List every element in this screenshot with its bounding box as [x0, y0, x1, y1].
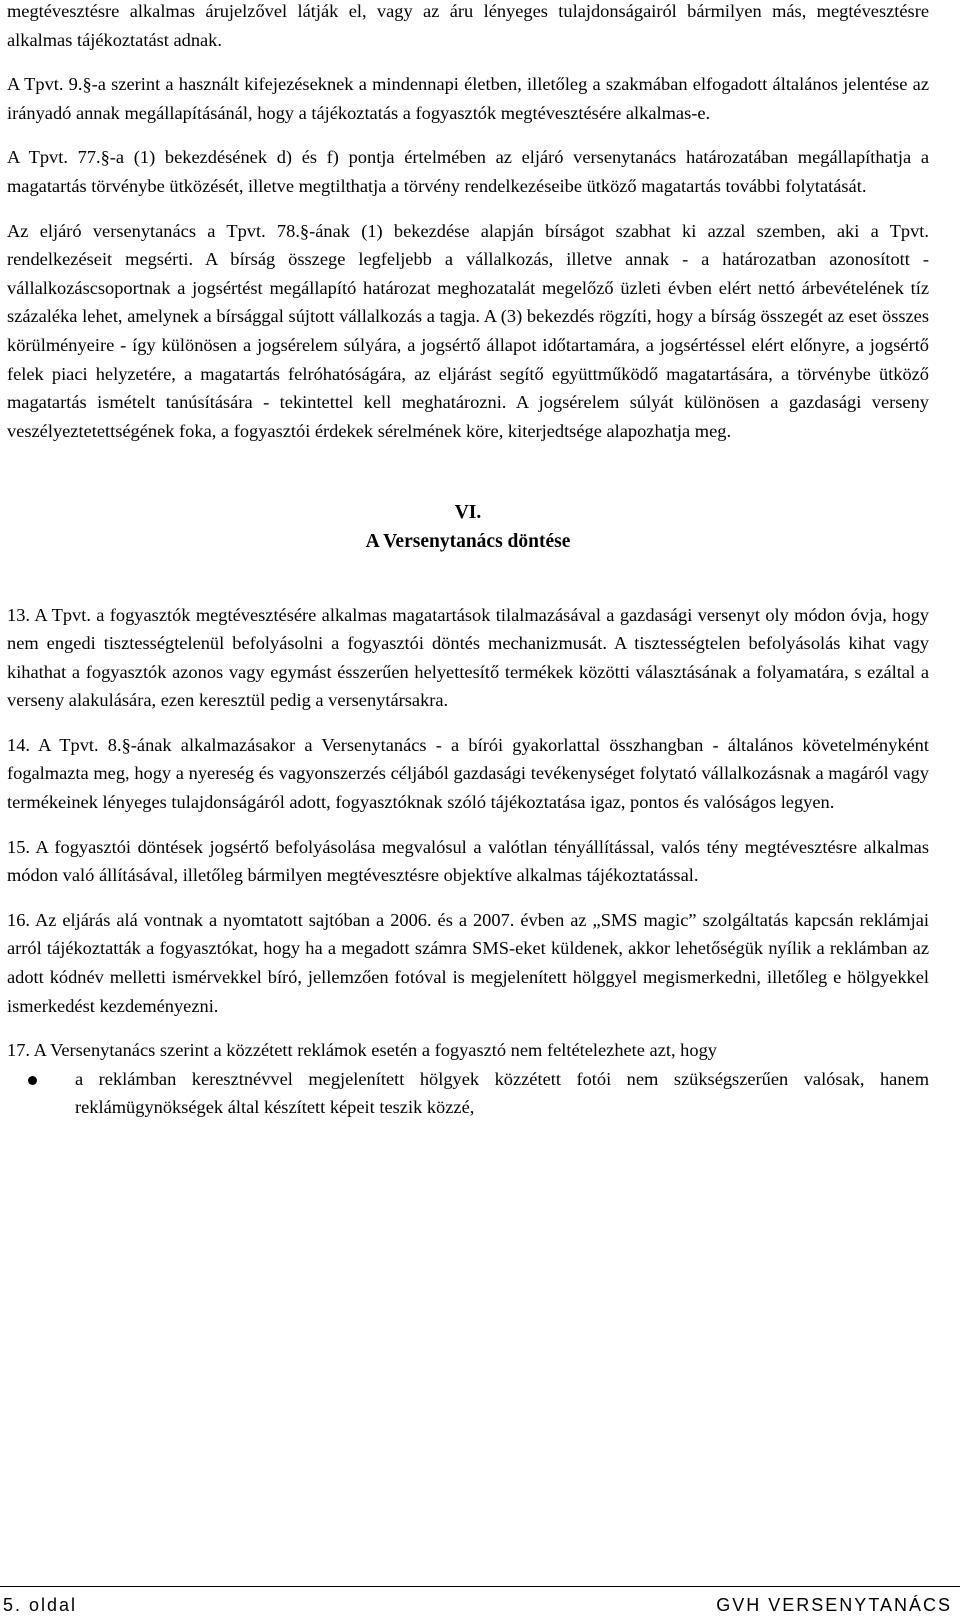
footer-divider: [0, 1586, 960, 1587]
paragraph-15: 15. A fogyasztói döntések jogsértő befolyásolása megvalósul a valótlan tényállítással, valós tény megtévesztésre alkalmas módon való állításával, illetőleg bármilyen megtévesztésre objektíve alkalmas tájékoztatással.: [7, 836, 929, 886]
paragraph-tpvt-78: Az eljáró versenytanács a Tpvt. 78.§-ának (1) bekezdése alapján bírságot szabhat ki azzal szemben, aki a Tpvt. rendelkezéseit megsérti. A bírság összege legfeljebb a vállalkozás, illetve annak - a határozatban azonosított - vállalkozáscsoportnak a jogsértést megállapító határozat meghozatalát megelőző üzleti évben elért nettó árbevételének tíz százaléka lehet, amelynek a bírsággal sújtott vállalkozás a tagja. A (3) bekezdés rögzíti, hogy a bírság összegét az eset összes körülményeire - így különösen a jogsérelem súlyára, a jogsértő állapot időtartamára, a jogsértéssel elért előnyre, a jogsértő felek piaci helyzetére, a magatartás felróhatóságára, az eljárást segítő együttműködő magatartására, a törvénybe ütköző magatartás ismételt tanúsítására - tekintettel kell meghatározni. A jogsérelem súlyát különösen a gazdasági verseny veszélyeztetettségének foka, a fogyasztói érdekek sérelmének köre, kiterjedtsége alapozhatja meg.: [7, 220, 929, 441]
spacer: [7, 817, 929, 833]
bullet-icon: [28, 1076, 37, 1085]
spacer: [7, 1020, 929, 1036]
list-item-text: a reklámban keresztnévvel megjelenített hölgyek közzétett fotói nem szükségszerűen valósak, hanem reklámügynökségek által készített képeit teszik közzé,: [75, 1068, 929, 1118]
spacer: [7, 715, 929, 731]
paragraph-tpvt-9: A Tpvt. 9.§-a szerint a használt kifejezéseknek a mindennapi életben, illetőleg a szakmában elfogadott általános jelentése az irányadó annak megállapításánál, hogy a tájékoztatás a fogyasztók megtévesztésére alkalmas-e.: [7, 74, 929, 123]
section-number: VI.: [454, 502, 482, 524]
paragraph-intro: megtévesztésre alkalmas árujelzővel látják el, vagy az áru lényeges tulajdonságairól bármilyen más, megtévesztésre alkalmas tájékoztatást adnak.: [7, 1, 929, 50]
paragraph-13: 13. A Tpvt. a fogyasztók megtévesztésére alkalmas magatartások tilalmazásával a gazdasági versenyt oly módon óvja, hogy nem engedi tisztességtelenül befolyásolni a fogyasztói döntés mechanizmusát. A tisztességtelen befolyásolás kihat vagy kihathat a fogyasztók azonos vagy egymást ésszerűen helyettesítő termékek közötti választásának a folyamatára, s ezáltal a verseny alakulására, ezen keresztül pedig a versenytársakra.: [7, 604, 929, 711]
spacer: [7, 201, 929, 217]
footer-organization: GVH VERSENYTANÁCS: [716, 1595, 952, 1615]
page-number: 5. oldal: [3, 1595, 78, 1615]
list-item: [7, 1065, 929, 1122]
paragraph-17: 17. A Versenytanács szerint a közzétett reklámok esetén a fogyasztó nem feltételezhete azt, hogy: [7, 1040, 717, 1061]
section-title: A Versenytanács döntése: [365, 530, 571, 552]
spacer: [7, 127, 929, 143]
bullet-list: [7, 1065, 929, 1122]
spacer: [7, 890, 929, 906]
paragraph-tpvt-77: A Tpvt. 77.§-a (1) bekezdésének d) és f) pontja értelmében az eljáró versenytanács határozatában megállapíthatja a magatartás törvénybe ütközését, illetve megtilthatja a törvény rendelkezéseibe ütköző magatartás további folytatását.: [7, 147, 929, 196]
document-page: [7, 0, 929, 1122]
spacer: [7, 54, 929, 70]
paragraph-16: 16. Az eljárás alá vontnak a nyomtatott sajtóban a 2006. és a 2007. évben az „SMS magic” szolgáltatás kapcsán reklámjai arról tájékoztatták a fogyasztókat, hogy ha a megadott számra SMS-eket küldenek, akkor lehetőségük nyílik a reklámban az adott kódnév melletti ismérvekkel bíró, jellemzően fotóval is megjelenített hölggyel megismerkedni, illetőleg e hölgyekkel ismerkedést kezdeményezni.: [7, 909, 929, 1016]
spacer: [7, 557, 929, 601]
paragraph-14: 14. A Tpvt. 8.§-ának alkalmazásakor a Versenytanács - a bírói gyakorlattal összhangban - általános követelményként fogalmazta meg, hogy a nyereség és vagyonszerzés céljából gazdasági tevékenységet folytató vállalkozásnak a magáról vagy termékeinek lényeges tulajdonságáról adott, fogyasztóknak szóló tájékoztatása igaz, pontos és valóságos legyen.: [7, 734, 929, 813]
section-heading: [7, 499, 929, 556]
